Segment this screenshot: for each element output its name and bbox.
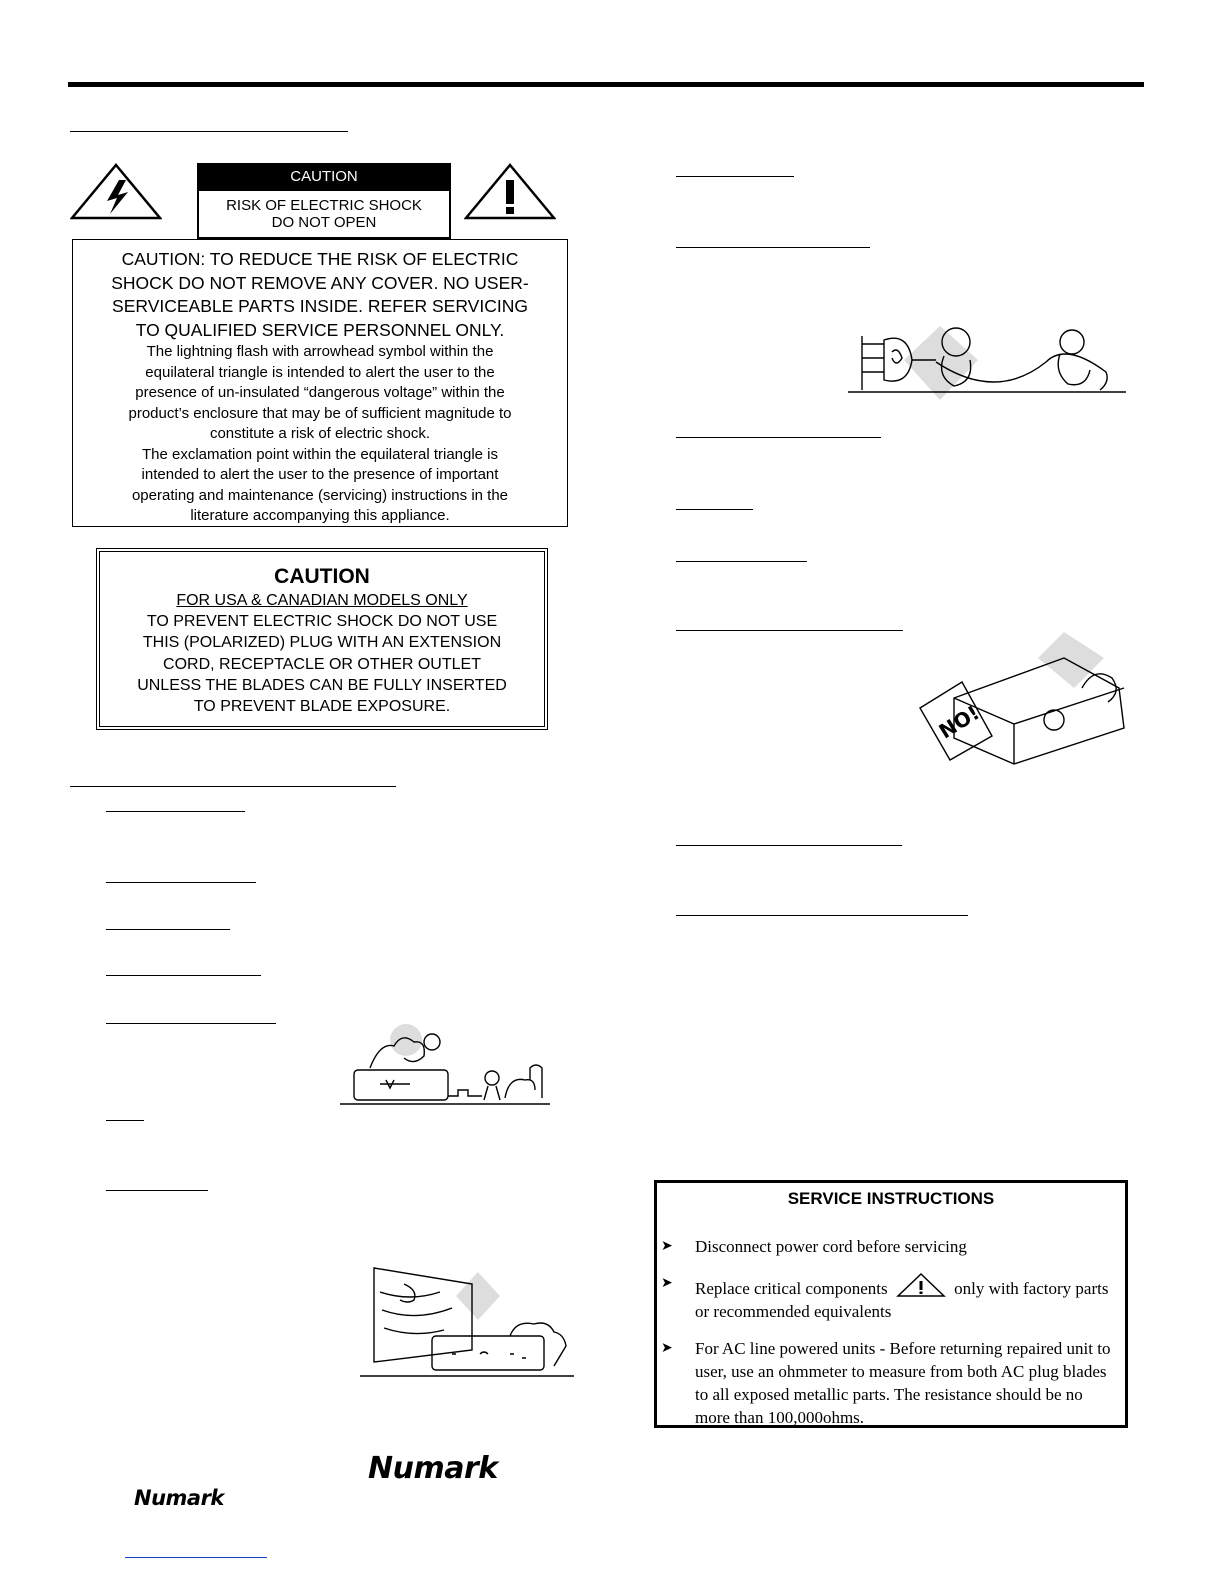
ventilation-hazard-illustration xyxy=(360,1262,576,1382)
usa-caution-line: TO PREVENT ELECTRIC SHOCK DO NOT USE xyxy=(146,613,498,631)
svg-text:NO!: NO! xyxy=(934,700,984,744)
notice-body-line: constitute a risk of electric shock. xyxy=(209,425,431,442)
notice-body-line: equilateral triangle is intended to alert the user to the xyxy=(145,363,495,381)
subheading-rule xyxy=(106,1190,208,1191)
caution-label-line: RISK OF ELECTRIC SHOCK xyxy=(226,197,422,214)
service-item-text: For AC line powered units - Before returning repaired unit to user, use an ohmmeter to measure from both AC plug blades to all exposed metallic parts. The resistance should be no more than 100,000ohms. xyxy=(695,1339,1111,1427)
subheading-rule xyxy=(106,811,245,812)
usa-caution-subtitle: FOR USA & CANADIAN MODELS ONLY xyxy=(176,592,468,609)
notice-head-line: SHOCK DO NOT REMOVE ANY COVER. NO USER- xyxy=(111,272,529,293)
do-not-open-illustration xyxy=(914,628,1132,772)
power-cord-illustration xyxy=(848,322,1128,408)
arrow-bullet-icon: ➤ xyxy=(661,1239,673,1254)
subheading-rule xyxy=(676,437,881,438)
caution-notice xyxy=(72,239,568,527)
caution-label xyxy=(197,163,451,239)
usa-caution-box xyxy=(96,548,548,730)
numark-logo-small: Numark xyxy=(134,1486,224,1510)
safety-heading-rule xyxy=(70,786,396,787)
exclamation-warning-icon xyxy=(464,162,556,220)
service-item-text: Disconnect power cord before servicing xyxy=(695,1237,967,1256)
subheading-rule xyxy=(106,882,256,883)
subheading-rule xyxy=(676,176,794,177)
subheading-rule xyxy=(106,1120,144,1121)
notice-head-line: TO QUALIFIED SERVICE PERSONNEL ONLY. xyxy=(135,319,505,340)
service-item-text: Replace critical components xyxy=(695,1279,888,1298)
service-item xyxy=(657,1272,1125,1323)
notice-head-line: SERVICEABLE PARTS INSIDE. REFER SERVICING xyxy=(112,296,528,316)
usa-caution-line: TO PREVENT BLADE EXPOSURE. xyxy=(193,698,451,716)
lightning-warning-icon xyxy=(70,162,162,220)
service-item xyxy=(657,1235,1125,1258)
top-rule xyxy=(68,82,1144,87)
exclamation-warning-icon xyxy=(896,1272,946,1298)
subheading-rule xyxy=(106,1023,276,1024)
water-hazard-illustration xyxy=(340,1020,552,1108)
service-item-text: only with factory parts or recommended equivalents xyxy=(695,1279,1109,1321)
subheading-rule xyxy=(676,561,807,562)
notice-body-line: The exclamation point within the equilateral triangle is xyxy=(141,445,499,463)
caution-label-header: CAUTION xyxy=(199,165,449,191)
usa-caution-line: CORD, RECEPTACLE OR OTHER OUTLET xyxy=(163,655,481,673)
arrow-bullet-icon: ➤ xyxy=(661,1276,673,1291)
notice-body-line: product’s enclosure that may be of sufficient magnitude to xyxy=(128,404,512,422)
subheading-rule xyxy=(106,929,230,930)
subheading-rule xyxy=(106,975,261,976)
subheading-rule xyxy=(676,845,902,846)
caution-label-line: DO NOT OPEN xyxy=(271,214,377,231)
service-instructions-title: SERVICE INSTRUCTIONS xyxy=(787,1189,995,1208)
notice-body-line: literature accompanying this appliance. xyxy=(190,507,450,524)
arrow-bullet-icon: ➤ xyxy=(661,1341,673,1356)
subheading-rule xyxy=(676,509,753,510)
notice-body-line: The lightning flash with arrowhead symbol within the xyxy=(146,343,494,360)
service-instructions-box xyxy=(654,1180,1128,1428)
notice-body-line: operating and maintenance (servicing) instructions in the xyxy=(131,486,509,504)
notice-body-line: presence of un-insulated “dangerous voltage” within the xyxy=(135,384,505,401)
notice-head-line: CAUTION: TO REDUCE THE RISK OF ELECTRIC xyxy=(121,249,519,269)
usa-caution-line: UNLESS THE BLADES CAN BE FULLY INSERTED xyxy=(137,676,507,694)
service-item xyxy=(657,1337,1125,1429)
section-heading-rule xyxy=(70,131,348,132)
notice-body-line: intended to alert the user to the presence of important xyxy=(141,466,499,483)
subheading-rule xyxy=(676,630,903,631)
usa-caution-title: CAUTION xyxy=(274,565,370,588)
subheading-rule xyxy=(676,247,870,248)
numark-logo-large: Numark xyxy=(368,1451,498,1486)
subheading-rule xyxy=(676,915,968,916)
usa-caution-line: THIS (POLARIZED) PLUG WITH AN EXTENSION xyxy=(142,634,502,652)
website-link-underline[interactable] xyxy=(125,1557,267,1558)
